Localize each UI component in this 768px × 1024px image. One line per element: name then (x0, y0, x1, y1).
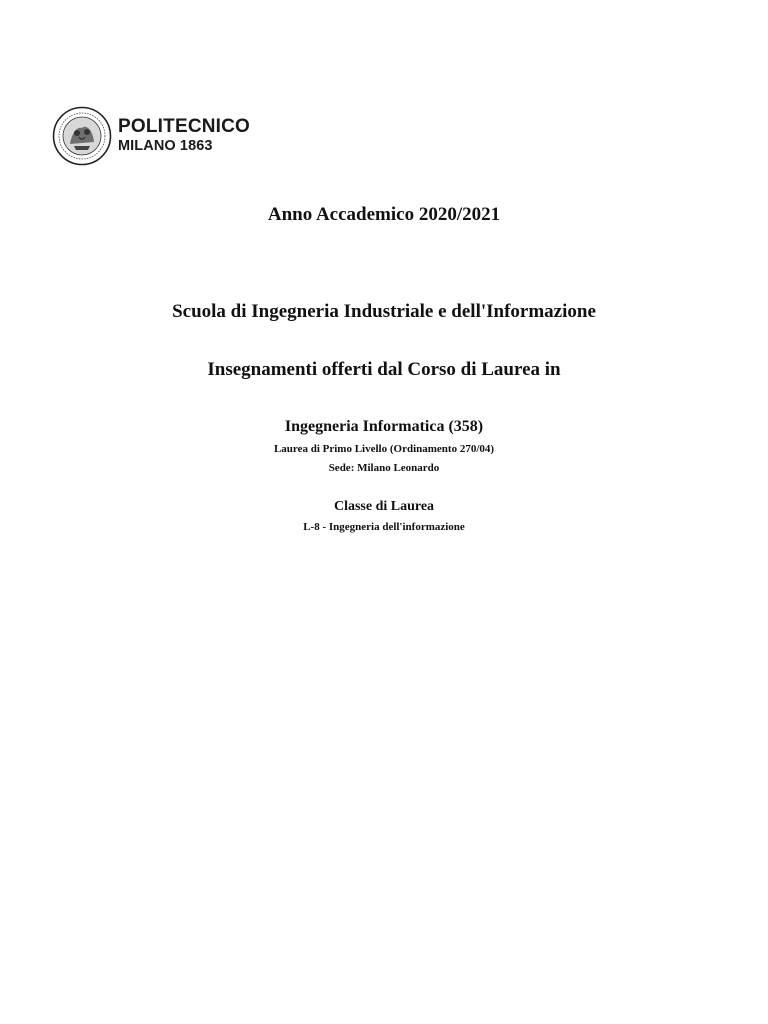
logo-city: MILANO 1863 (118, 138, 213, 154)
university-logo (52, 106, 272, 166)
campus-site: Sede: Milano Leonardo (328, 462, 440, 474)
class-code: L-8 - Ingegneria dell'informazione (303, 521, 465, 533)
class-heading: Classe di Laurea (333, 499, 435, 514)
university-seal-icon (52, 106, 112, 166)
logo-wordmark (118, 116, 250, 154)
degree-name: Ingegneria Informatica (358) (284, 418, 484, 435)
academic-year: Anno Accademico 2020/2021 (267, 204, 501, 225)
school-name: Scuola di Ingegneria Industriale e dell'Informazione (172, 301, 596, 322)
degree-level: Laurea di Primo Livello (Ordinamento 270/04) (273, 443, 495, 455)
logo-name: POLITECNICO (118, 116, 251, 137)
courses-heading: Insegnamenti offerti dal Corso di Laurea in (207, 359, 561, 380)
